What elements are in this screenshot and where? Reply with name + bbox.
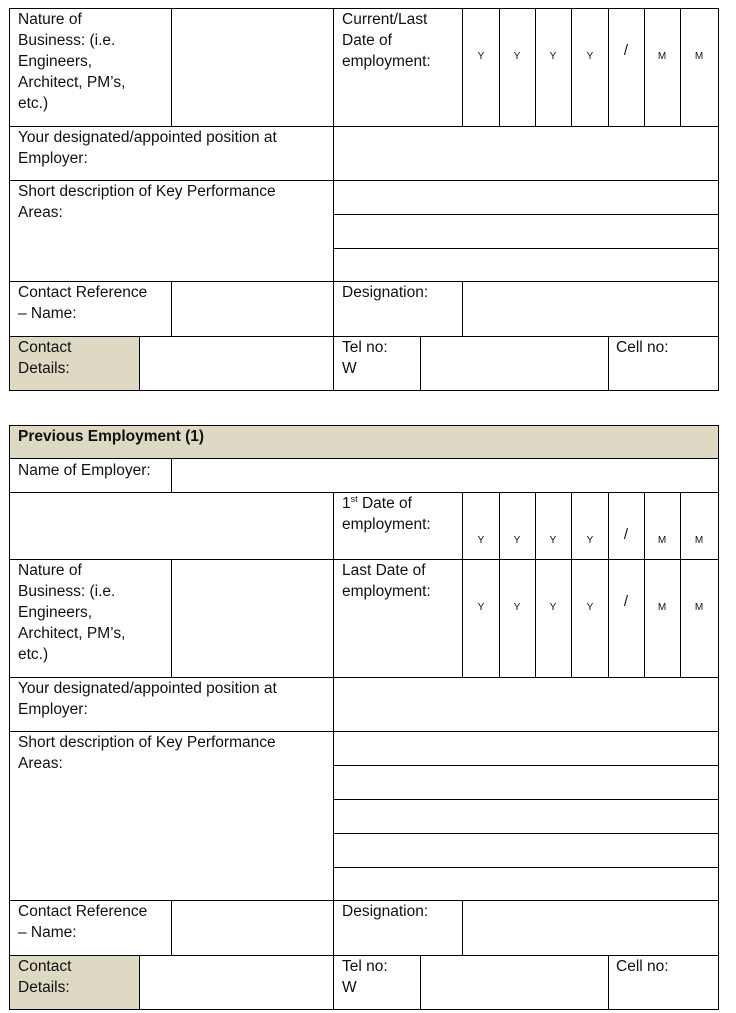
date-box-month[interactable]: M	[694, 51, 704, 62]
tel-label: Tel no: W	[342, 339, 388, 377]
tel-field[interactable]	[421, 337, 607, 390]
position-field[interactable]	[334, 127, 718, 180]
position-field[interactable]	[334, 678, 718, 731]
nature-of-business-label: Nature of Business: (i.e. Engineers, Architect, PM’s, etc.)	[18, 11, 126, 112]
contact-reference-field[interactable]	[172, 282, 332, 336]
kpa-line-2[interactable]	[334, 766, 718, 799]
first-date-label: 1st Date of employment:	[342, 493, 431, 533]
contact-details-field[interactable]	[140, 956, 332, 1009]
date-box-month[interactable]: M	[657, 535, 667, 546]
date-separator: /	[623, 593, 629, 610]
date-separator: /	[623, 42, 629, 59]
date-box-year[interactable]: Y	[586, 51, 594, 62]
kpa-line-2[interactable]	[334, 215, 718, 248]
contact-reference-label: Contact Reference – Name:	[18, 903, 148, 941]
kpa-label: Short description of Key Performance Areas:	[18, 734, 276, 772]
contact-reference-label: Contact Reference – Name:	[18, 284, 148, 322]
current-date-label: Current/Last Date of employment:	[342, 11, 431, 70]
nature-of-business-field[interactable]	[172, 9, 332, 126]
date-box-month[interactable]: M	[694, 602, 704, 613]
date-box-year[interactable]: Y	[549, 51, 557, 62]
employer-name-field[interactable]	[172, 459, 718, 492]
date-box-year[interactable]: Y	[477, 602, 485, 613]
kpa-line-5[interactable]	[334, 868, 718, 900]
position-label: Your designated/appointed position at Employer:	[18, 129, 277, 167]
date-box-year[interactable]: Y	[549, 535, 557, 546]
date-box-year[interactable]: Y	[513, 535, 521, 546]
date-box-year[interactable]: Y	[477, 535, 485, 546]
date-separator: /	[623, 526, 629, 543]
kpa-line-4[interactable]	[334, 834, 718, 867]
date-box-year[interactable]: Y	[586, 602, 594, 613]
date-box-month[interactable]: M	[694, 535, 704, 546]
date-box-year[interactable]: Y	[477, 51, 485, 62]
nature-of-business-label: Nature of Business: (i.e. Engineers, Architect, PM’s, etc.)	[18, 562, 126, 663]
blank-cell	[10, 493, 333, 559]
date-box-year[interactable]: Y	[549, 602, 557, 613]
designation-label: Designation:	[342, 284, 429, 301]
nature-of-business-field[interactable]	[172, 560, 332, 677]
tel-label: Tel no: W	[342, 958, 388, 996]
kpa-line-3[interactable]	[334, 800, 718, 833]
contact-details-label: Contact Details:	[18, 339, 72, 377]
designation-field[interactable]	[463, 282, 718, 336]
employer-name-label: Name of Employer:	[18, 462, 151, 479]
date-box-year[interactable]: Y	[586, 535, 594, 546]
position-label: Your designated/appointed position at Employer:	[18, 680, 277, 718]
date-box-year[interactable]: Y	[513, 51, 521, 62]
date-box-month[interactable]: M	[657, 51, 667, 62]
tel-field[interactable]	[421, 956, 607, 1009]
designation-label: Designation:	[342, 903, 429, 920]
date-box-month[interactable]: M	[657, 602, 667, 613]
contact-details-field[interactable]	[140, 337, 332, 390]
kpa-line-1[interactable]	[334, 181, 718, 214]
kpa-label: Short description of Key Performance Areas:	[18, 183, 276, 221]
last-date-label: Last Date of employment:	[342, 562, 431, 600]
designation-field[interactable]	[463, 901, 718, 955]
section-title: Previous Employment (1)	[18, 428, 205, 445]
cell-label: Cell no:	[616, 339, 669, 356]
contact-details-label: Contact Details:	[18, 958, 72, 996]
kpa-line-3[interactable]	[334, 249, 718, 281]
contact-reference-field[interactable]	[172, 901, 332, 955]
date-box-year[interactable]: Y	[513, 602, 521, 613]
cell-label: Cell no:	[616, 958, 669, 975]
kpa-line-1[interactable]	[334, 732, 718, 765]
